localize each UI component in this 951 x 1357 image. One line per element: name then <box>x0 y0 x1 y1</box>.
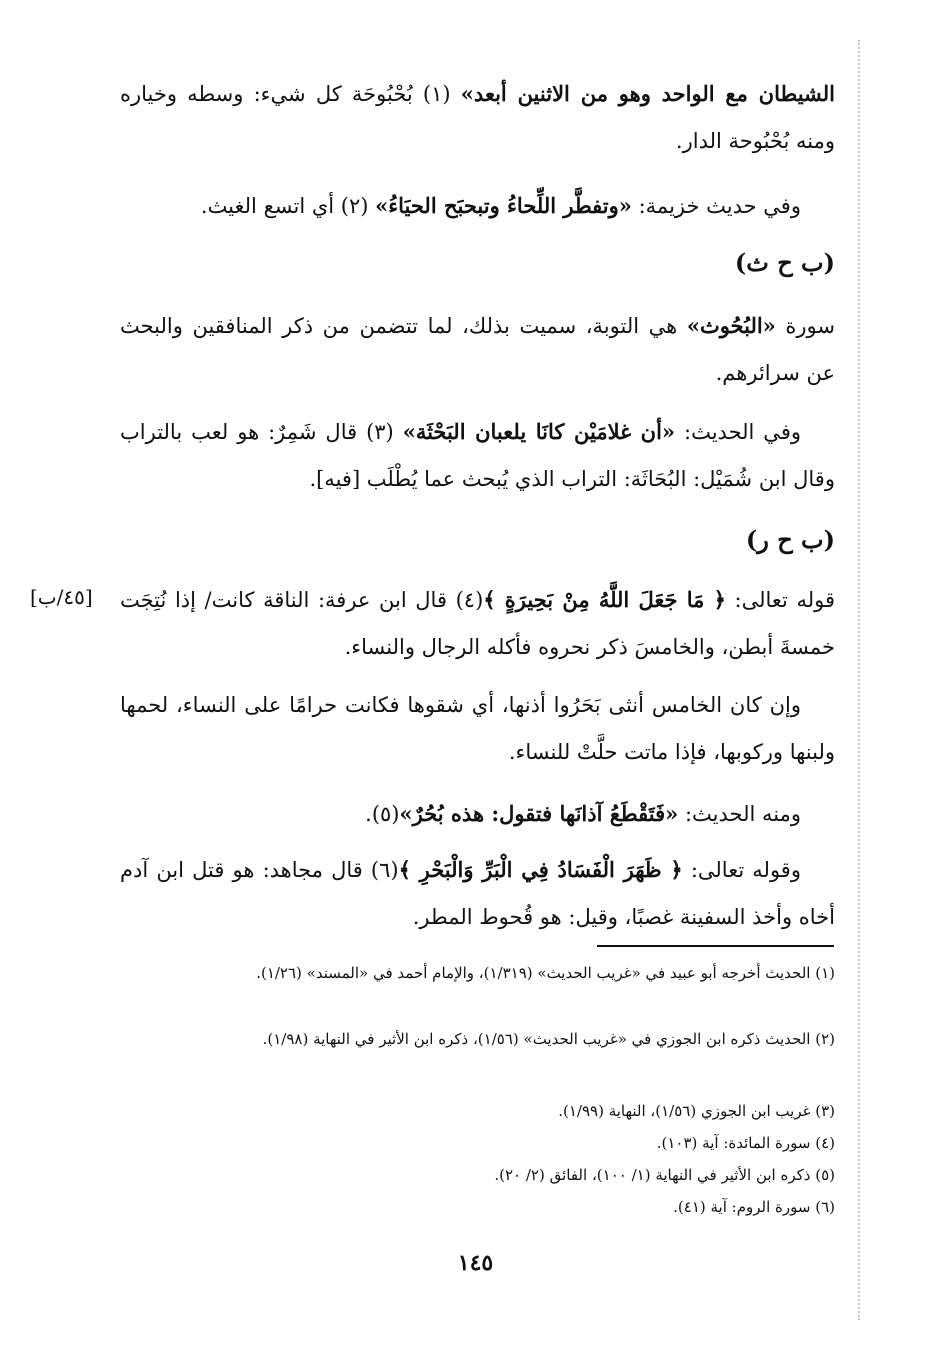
paragraph-1-rest: (١) بُحْبُوحَة كل شيء: وسطه وخياره ومنه بُحْبُوحة الدار. <box>120 82 835 153</box>
paragraph-7 <box>120 790 835 838</box>
paragraph-3-rest: هي التوبة، سميت بذلك، لما تتضمن من ذكر المنافقين والبحث عن سرائرهم. <box>120 314 835 385</box>
footnote-3: (٣) غريب ابن الجوزي (١/٥٦)، النهاية (١/٩٩). <box>558 1102 835 1120</box>
paragraph-8-start: وقوله تعالى: <box>682 858 801 882</box>
paragraph-6-text: وإن كان الخامس أنثى بَحَرُوا أذنها، أي شقوها فكانت حرامًا على النساء، لحمها ولبنها وركوبها، فإذا ماتت حلَّتْ للنساء. <box>120 693 835 764</box>
paragraph-3-bold: «البُحُوث» <box>686 313 776 338</box>
paragraph-1-bold: الشيطان مع الواحد وهو من الاثنين أبعد» <box>460 81 835 106</box>
paragraph-8 <box>120 846 835 941</box>
margin-dotted-line <box>858 40 860 1320</box>
margin-reference: [٤٥/ب] <box>30 585 93 609</box>
paragraph-2-bold: «وتفطَّر اللِّحاءُ وتبحبَح الحيَاءُ» <box>375 193 632 218</box>
footnote-2: (٢) الحديث ذكره ابن الجوزي في «غريب الحديث» (١/٥٦)، ذكره ابن الأثير في النهاية (١/٩٨). <box>262 1030 835 1048</box>
heading-bhr: (ب ح ر) <box>745 525 835 554</box>
paragraph-4 <box>120 408 835 503</box>
paragraph-5-start: قوله تعالى: <box>725 588 836 612</box>
paragraph-8-rest: (٦) قال مجاهد: هو قتل ابن آدم أخاه وأخذ السفينة غصبًا، وقيل: هو قُحوط المطر. <box>120 858 835 929</box>
footnote-6: (٦) سورة الروم: آية (٤١). <box>673 1198 835 1216</box>
paragraph-2 <box>120 182 835 230</box>
paragraph-7-rest: (٥). <box>365 802 400 826</box>
heading-bht: (ب ح ث) <box>734 248 835 277</box>
paragraph-7-bold: «فَتَقْطَعُ آذانَها فتقول: هذه بُحُرٌ» <box>399 801 679 826</box>
footnote-5: (٥) ذكره ابن الأثير في النهاية (١/ ١٠٠)، الفائق (٢/ ٢٠). <box>494 1166 835 1184</box>
page-number: ١٤٥ <box>457 1250 494 1276</box>
paragraph-5-bold: ﴿ مَا جَعَلَ اللَّهُ مِنْ بَحِيرَةٍ ﴾ <box>483 587 726 612</box>
footnote-separator <box>597 945 834 947</box>
footnote-1: (١) الحديث أخرجه أبو عبيد في «غريب الحديث» (١/٣١٩)، والإمام أحمد في «المسند» (١/٢٦). <box>256 964 835 982</box>
paragraph-3 <box>120 302 835 397</box>
paragraph-7-start: ومنه الحديث: <box>678 802 801 826</box>
paragraph-5-rest: (٤) قال ابن عرفة: الناقة كانت/ إذا نُتِجَت خمسةَ أبطن، والخامسَ ذكر نحروه فأكله الرجال والنساء. <box>120 588 835 659</box>
paragraph-1 <box>120 70 835 165</box>
paragraph-6 <box>120 682 835 776</box>
paragraph-4-rest: (٣) قال شَمِرٌ: هو لعب بالتراب وقال ابن شُمَيْل: البُحَاثَة: التراب الذي يُبحث عما يُطْلَب [فيه]. <box>120 420 835 491</box>
paragraph-8-bold: ﴿ ظَهَرَ الْفَسَادُ فِي الْبَرِّ وَالْبَحْرِ ﴾ <box>398 857 683 882</box>
paragraph-2-start: وفي حديث خزيمة: <box>631 194 801 218</box>
footnote-4: (٤) سورة المائدة: آية (١٠٣). <box>656 1134 835 1152</box>
paragraph-4-start: وفي الحديث: <box>675 420 801 444</box>
paragraph-4-bold: «أن غلامَيْن كانَا يلعبان البَحْثَة» <box>402 419 676 444</box>
paragraph-5 <box>120 576 835 671</box>
paragraph-2-rest: (٢) أي اتسع الغيث. <box>200 194 376 218</box>
paragraph-3-start: سورة <box>775 314 835 338</box>
